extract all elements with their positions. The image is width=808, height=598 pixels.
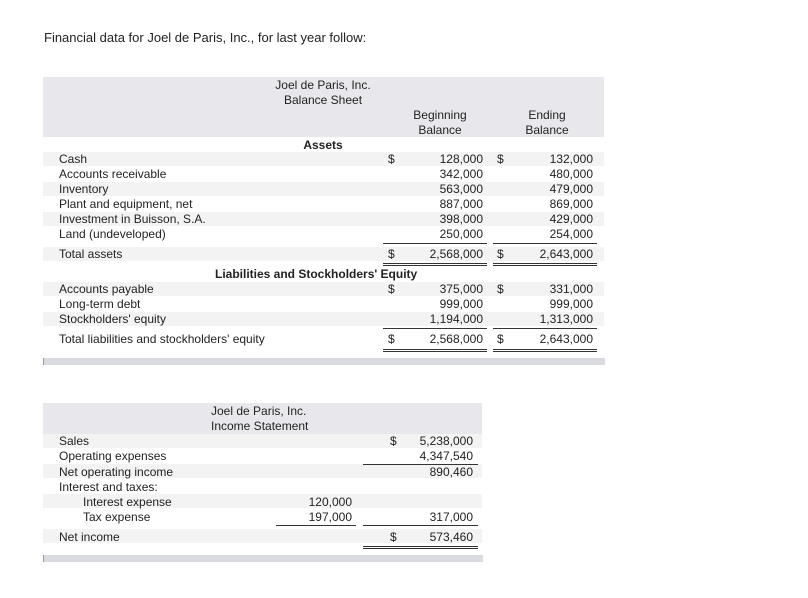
currency-sign: $ xyxy=(497,332,504,346)
assets-heading: Assets xyxy=(303,138,343,152)
total-double-rule xyxy=(493,263,597,266)
income-statement-company: Joel de Paris, Inc. xyxy=(211,404,307,418)
sales-value: 5,238,000 xyxy=(419,434,473,448)
intro-text: Financial data for Joel de Paris, Inc., for last year follow: xyxy=(44,30,367,45)
noi-label: Net operating income xyxy=(59,465,174,479)
total-assets-end: 2,643,000 xyxy=(539,247,593,261)
subtotal-rule xyxy=(276,525,356,526)
liability-begin: 375,000 xyxy=(439,282,483,296)
opex-label: Operating expenses xyxy=(59,449,167,463)
asset-end: 132,000 xyxy=(549,152,593,166)
income-statement-footer-bar xyxy=(43,555,483,562)
interest-expense-value: 120,000 xyxy=(308,495,352,509)
asset-begin: 128,000 xyxy=(439,152,483,166)
opex-value: 4,347,540 xyxy=(419,449,473,463)
subtotal-rule xyxy=(363,525,478,526)
asset-begin: 887,000 xyxy=(439,197,483,211)
total-double-rule xyxy=(383,349,487,352)
net-income-label: Net income xyxy=(59,530,120,544)
col-ending-line2: Balance xyxy=(525,123,569,137)
asset-label: Plant and equipment, net xyxy=(59,197,193,211)
total-liabilities-begin: 2,568,000 xyxy=(429,332,483,346)
total-double-rule xyxy=(493,349,597,352)
balance-sheet-title: Balance Sheet xyxy=(283,93,363,107)
asset-begin: 563,000 xyxy=(439,182,483,196)
asset-label: Investment in Buisson, S.A. xyxy=(59,212,206,226)
col-beginning-line2: Balance xyxy=(418,123,462,137)
total-double-rule xyxy=(363,546,478,549)
subtotal-rule xyxy=(383,328,487,329)
asset-end: 479,000 xyxy=(549,182,593,196)
currency-sign: $ xyxy=(388,282,395,296)
col-ending-line1: Ending xyxy=(528,108,566,122)
liability-end: 331,000 xyxy=(549,282,593,296)
income-statement-title: Income Statement xyxy=(211,419,309,433)
asset-end: 254,000 xyxy=(549,227,593,241)
col-beginning-line1: Beginning xyxy=(413,108,467,122)
liability-begin: 1,194,000 xyxy=(429,312,483,326)
balance-sheet-footer-bar xyxy=(43,358,605,365)
currency-sign: $ xyxy=(497,282,504,296)
asset-begin: 398,000 xyxy=(439,212,483,226)
balance-sheet-company: Joel de Paris, Inc. xyxy=(275,78,371,92)
currency-sign: $ xyxy=(390,530,397,544)
total-assets-label: Total assets xyxy=(59,247,123,261)
sales-label: Sales xyxy=(59,434,90,448)
subtotal-rule xyxy=(383,243,487,244)
liability-label: Long-term debt xyxy=(59,297,141,311)
currency-sign: $ xyxy=(388,247,395,261)
currency-sign: $ xyxy=(388,332,395,346)
asset-begin: 342,000 xyxy=(439,167,483,181)
currency-sign: $ xyxy=(388,152,395,166)
liabilities-heading: Liabilities and Stockholders' Equity xyxy=(215,267,418,281)
asset-end: 869,000 xyxy=(549,197,593,211)
subtotal-rule xyxy=(493,328,597,329)
asset-begin: 250,000 xyxy=(439,227,483,241)
asset-label: Cash xyxy=(59,152,88,166)
liability-begin: 999,000 xyxy=(439,297,483,311)
asset-label: Inventory xyxy=(59,182,109,196)
noi-value: 890,460 xyxy=(429,465,473,479)
asset-end: 480,000 xyxy=(549,167,593,181)
asset-label: Accounts receivable xyxy=(59,167,167,181)
currency-sign: $ xyxy=(497,152,504,166)
tax-expense-label: Tax expense xyxy=(83,510,151,524)
tax-expense-value: 197,000 xyxy=(308,510,352,524)
liability-label: Stockholders' equity xyxy=(59,312,167,326)
currency-sign: $ xyxy=(390,434,397,448)
total-double-rule xyxy=(383,263,487,266)
total-liabilities-end: 2,643,000 xyxy=(539,332,593,346)
interest-expense-label: Interest expense xyxy=(83,495,172,509)
interest-taxes-label: Interest and taxes: xyxy=(59,480,158,494)
interest-taxes-total: 317,000 xyxy=(429,510,473,524)
subtotal-rule xyxy=(493,243,597,244)
asset-end: 429,000 xyxy=(549,212,593,226)
liability-end: 999,000 xyxy=(549,297,593,311)
total-liabilities-label: Total liabilities and stockholders' equity xyxy=(59,332,265,346)
total-assets-begin: 2,568,000 xyxy=(429,247,483,261)
asset-label: Land (undeveloped) xyxy=(59,227,166,241)
currency-sign: $ xyxy=(497,247,504,261)
liability-label: Accounts payable xyxy=(59,282,154,296)
net-income-value: 573,460 xyxy=(429,530,473,544)
liability-end: 1,313,000 xyxy=(539,312,593,326)
